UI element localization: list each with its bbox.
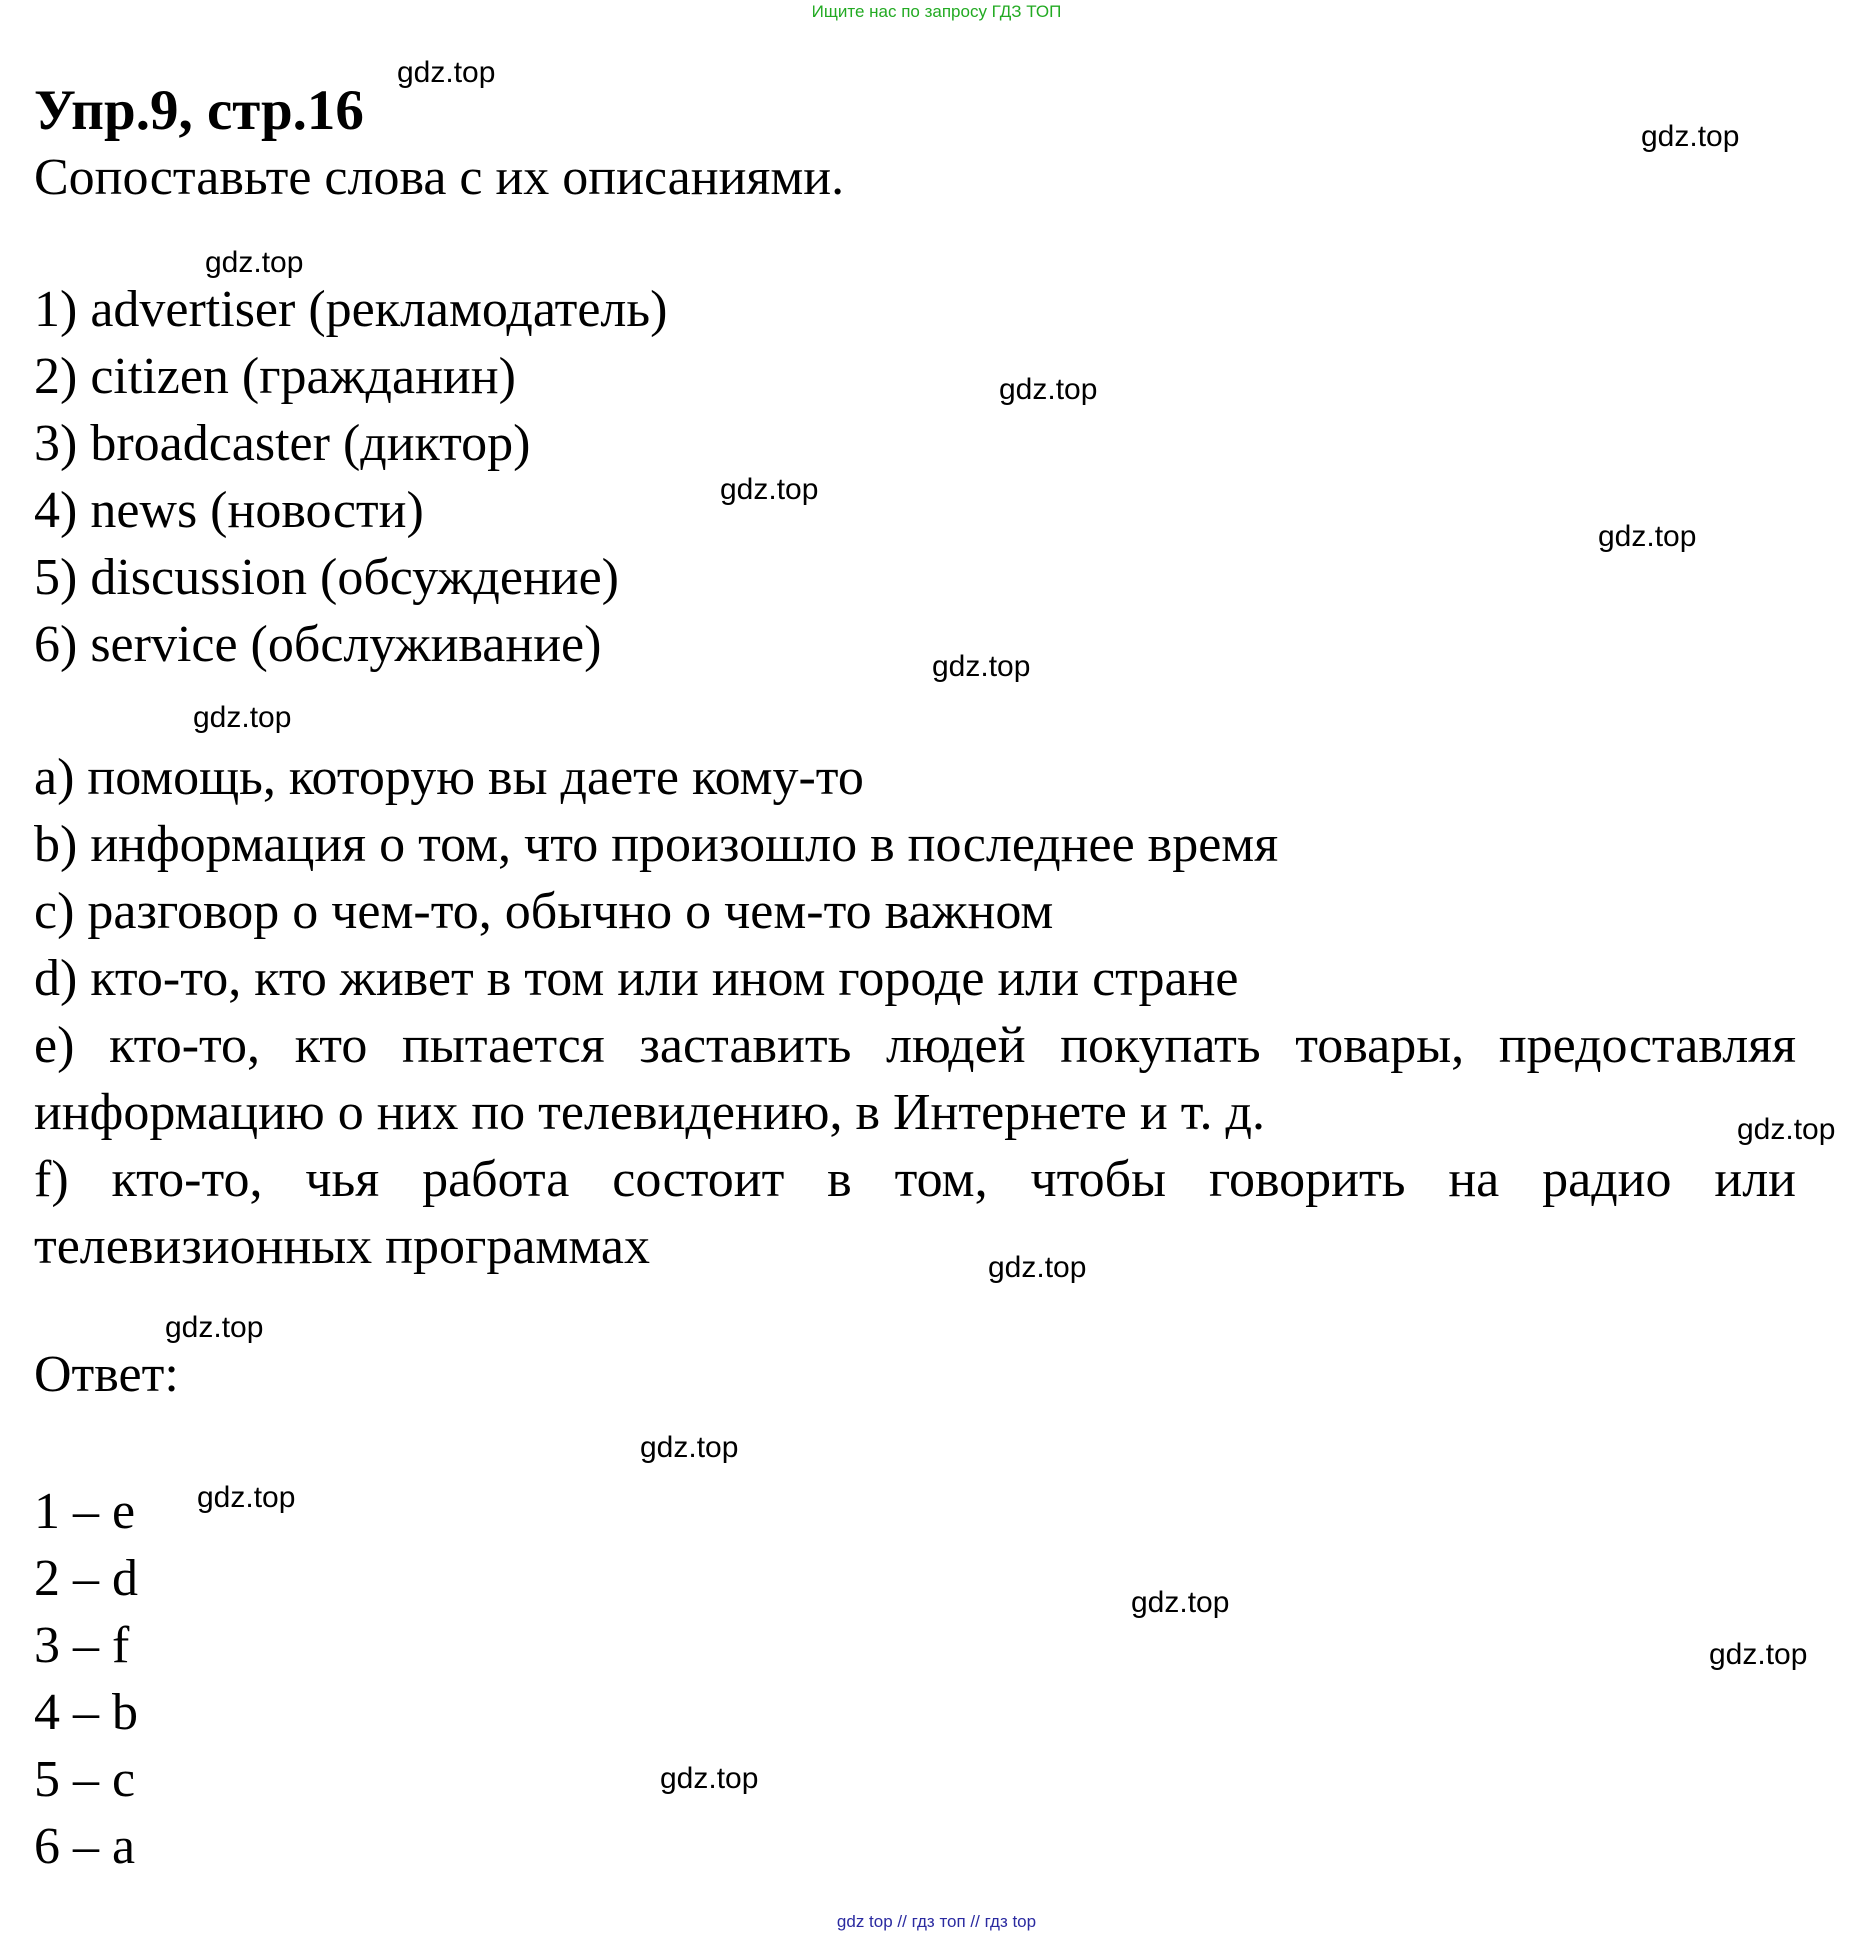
answer-item: 1 – e bbox=[34, 1483, 136, 1540]
watermark: gdz.top bbox=[720, 473, 819, 506]
watermark: gdz.top bbox=[988, 1251, 1087, 1284]
answer-list bbox=[34, 1478, 138, 1880]
word-list bbox=[34, 276, 667, 678]
description-item: d) кто-то, кто живет в том или ином городе или стране bbox=[34, 950, 1239, 1007]
word-item: 2) citizen (гражданин) bbox=[34, 348, 516, 405]
watermark: gdz.top bbox=[999, 373, 1098, 406]
watermark: gdz.top bbox=[640, 1431, 739, 1464]
answer-item: 2 – d bbox=[34, 1550, 138, 1607]
watermark: gdz.top bbox=[197, 1481, 296, 1514]
watermark: gdz.top bbox=[932, 650, 1031, 683]
description-item: b) информация о том, что произошло в последнее время bbox=[34, 816, 1279, 873]
answer-item: 4 – b bbox=[34, 1684, 138, 1741]
word-item: 6) service (обслуживание) bbox=[34, 616, 602, 673]
answer-item: 3 – f bbox=[34, 1617, 130, 1674]
word-item: 3) broadcaster (диктор) bbox=[34, 415, 531, 472]
word-item: 5) discussion (обсуждение) bbox=[34, 549, 619, 606]
watermark: gdz.top bbox=[1709, 1638, 1808, 1671]
description-list bbox=[34, 744, 1796, 1280]
watermark: gdz.top bbox=[165, 1311, 264, 1344]
watermark: gdz.top bbox=[1131, 1586, 1230, 1619]
word-item: 1) advertiser (рекламодатель) bbox=[34, 281, 668, 338]
exercise-instruction: Сопоставьте слова с их описаниями. bbox=[34, 149, 845, 206]
word-item: 4) news (новости) bbox=[34, 482, 424, 539]
watermark: gdz.top bbox=[397, 56, 496, 89]
footer-note: gdz top // гдз топ // гдз top bbox=[836, 1912, 1037, 1931]
answer-label: Ответ: bbox=[34, 1346, 179, 1403]
answer-item: 5 – c bbox=[34, 1751, 136, 1808]
description-item: f) кто-то, чья работа состоит в том, чтобы говорить на радио или телевизионных программах bbox=[34, 1151, 1796, 1275]
watermark: gdz.top bbox=[1598, 520, 1697, 553]
answer-item: 6 – a bbox=[34, 1818, 136, 1875]
description-item: e) кто-то, кто пытается заставить людей покупать товары, предоставляя информацию о них по телевидению, в Интернете и т. д. bbox=[34, 1017, 1796, 1141]
top-search-note: Ищите нас по запросу ГДЗ ТОП bbox=[811, 2, 1062, 21]
watermark: gdz.top bbox=[1737, 1113, 1836, 1146]
description-item: a) помощь, которую вы даете кому-то bbox=[34, 749, 864, 806]
watermark: gdz.top bbox=[1641, 120, 1740, 153]
exercise-title: Упр.9, стр.16 bbox=[34, 79, 364, 142]
watermark: gdz.top bbox=[660, 1762, 759, 1795]
watermark: gdz.top bbox=[193, 701, 292, 734]
description-item: c) разговор о чем-то, обычно о чем-то важном bbox=[34, 883, 1054, 940]
watermark: gdz.top bbox=[205, 246, 304, 279]
